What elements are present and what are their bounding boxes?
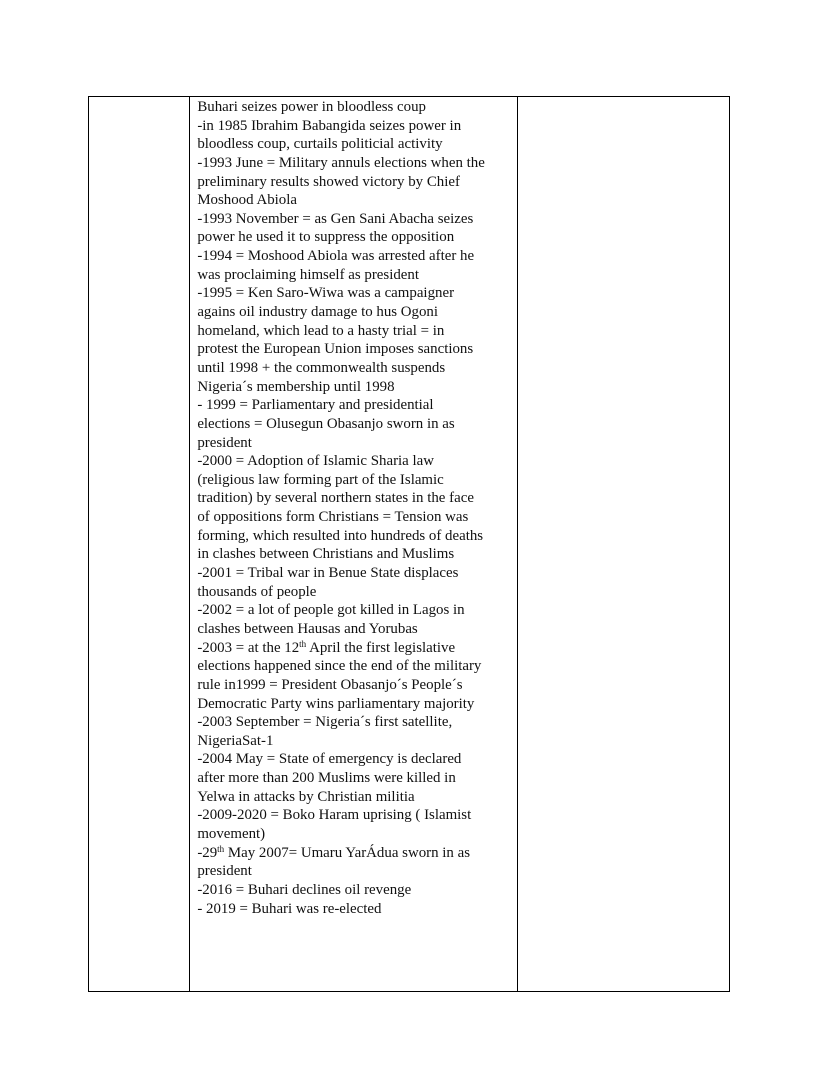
timeline-table <box>88 96 730 992</box>
timeline-line: preliminary results showed victory by Chief <box>197 173 460 190</box>
timeline-line: -2009-2020 = Boko Haram uprising ( Islamist <box>197 807 472 824</box>
table-row <box>89 97 730 992</box>
ordinal-suffix: th <box>217 843 225 854</box>
timeline-line: clashes between Hausas and Yorubas <box>197 620 418 637</box>
timeline-line: -1994 = Moshood Abiola was arrested after he <box>197 248 475 265</box>
timeline-line: protest the European Union imposes sanctions <box>197 341 474 358</box>
timeline-line: Moshood Abiola <box>197 192 298 209</box>
timeline-line: president <box>197 863 252 880</box>
left-empty-cell <box>89 97 190 992</box>
timeline-line: - 2019 = Buhari was re-elected <box>197 900 382 917</box>
timeline-line: after more than 200 Muslims were killed in <box>197 770 456 787</box>
timeline-line-start: -2003 = at the 12 <box>197 639 300 656</box>
timeline-line: -1993 November = as Gen Sani Abacha seizes <box>197 210 474 227</box>
timeline-line: -2001 = Tribal war in Benue State displaces <box>197 565 459 582</box>
timeline-line: was proclaiming himself as president <box>197 266 419 283</box>
timeline-line-end: April the first legislative <box>306 639 456 656</box>
timeline-line <box>197 844 513 863</box>
timeline-line: Buhari seizes power in bloodless coup <box>197 99 427 115</box>
ordinal-suffix: th <box>299 638 307 649</box>
timeline-line-end: May 2007= Umaru YarÁdua sworn in as <box>224 844 470 861</box>
timeline-line: president <box>197 434 252 451</box>
timeline-line: until 1998 + the commonwealth suspends <box>197 359 446 376</box>
timeline-line: NigeriaSat-1 <box>197 732 274 749</box>
timeline-line: Democratic Party wins parliamentary majority <box>197 695 475 712</box>
timeline-text <box>190 97 517 918</box>
timeline-line: of oppositions form Christians = Tension was <box>197 509 469 526</box>
timeline-line: movement) <box>197 825 266 842</box>
timeline-line: rule in1999 = President Obasanjo´s People´s <box>197 676 463 693</box>
timeline-line: bloodless coup, curtails politicial activity <box>197 136 443 153</box>
timeline-line: -in 1985 Ibrahim Babangida seizes power in <box>197 117 462 134</box>
timeline-cell <box>190 97 518 992</box>
timeline-line: -2003 September = Nigeria´s first satellite, <box>197 714 453 731</box>
timeline-line: (religious law forming part of the Islamic <box>197 471 444 488</box>
timeline-line: -1993 June = Military annuls elections when the <box>197 154 485 171</box>
right-empty-cell <box>518 97 730 992</box>
timeline-line: -1995 = Ken Saro-Wiwa was a campaigner <box>197 285 455 302</box>
timeline-line: - 1999 = Parliamentary and presidential <box>197 397 434 414</box>
timeline-line: homeland, which lead to a hasty trial = in <box>197 322 445 339</box>
timeline-line <box>197 639 513 658</box>
timeline-line-start: -29 <box>197 844 218 861</box>
timeline-line: thousands of people <box>197 583 317 600</box>
timeline-line: Yelwa in attacks by Christian militia <box>197 788 415 805</box>
timeline-line: in clashes between Christians and Muslims <box>197 546 455 563</box>
timeline-line: -2000 = Adoption of Islamic Sharia law <box>197 453 434 470</box>
timeline-line: -2016 = Buhari declines oil revenge <box>197 881 412 898</box>
timeline-line: forming, which resulted into hundreds of deaths <box>197 527 484 544</box>
timeline-line: Nigeria´s membership until 1998 <box>197 378 395 395</box>
timeline-line: elections = Olusegun Obasanjo sworn in as <box>197 415 455 432</box>
timeline-line: -2002 = a lot of people got killed in Lagos in <box>197 602 465 619</box>
timeline-line: elections happened since the end of the military <box>197 658 482 675</box>
timeline-line: tradition) by several northern states in the face <box>197 490 474 507</box>
timeline-line: power he used it to suppress the opposition <box>197 229 455 246</box>
timeline-line: -2004 May = State of emergency is declared <box>197 751 462 768</box>
timeline-line: agains oil industry damage to hus Ogoni <box>197 304 439 321</box>
